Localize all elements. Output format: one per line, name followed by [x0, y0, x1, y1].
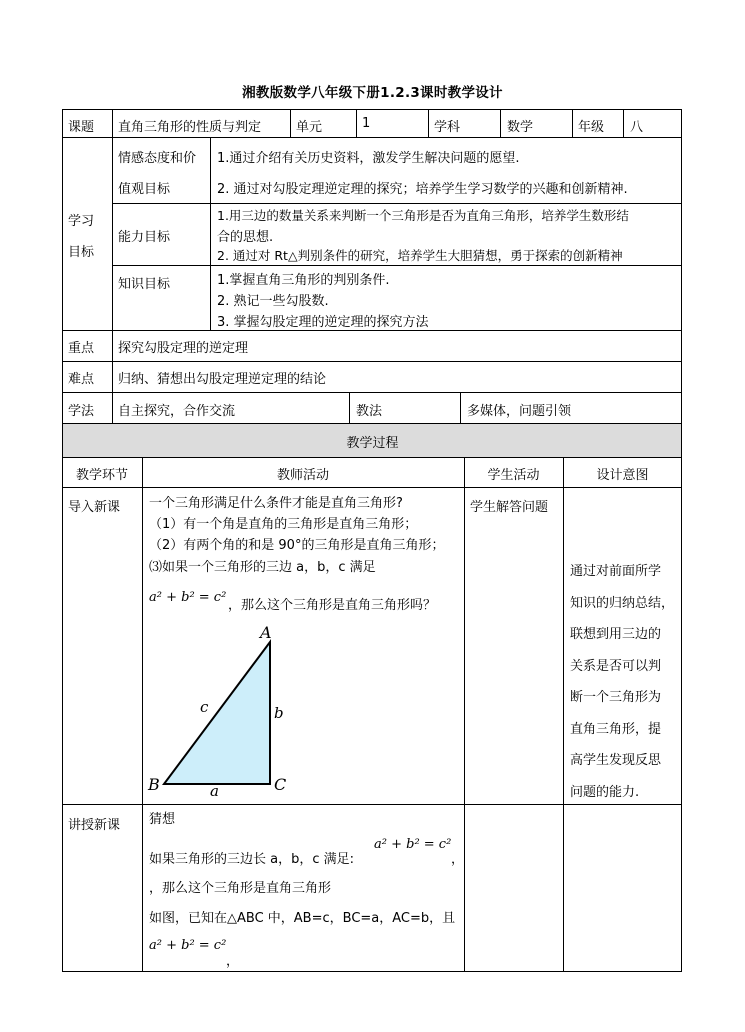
jiaofa-value: 多媒体，问题引领: [467, 404, 572, 419]
teach-formula: a² + b² = c²: [374, 837, 452, 852]
intent-line: 知识的归纳总结，: [570, 595, 675, 611]
keti-label: 课题: [68, 120, 95, 135]
teach-text: ，那么这个三角形是直角三角形: [149, 881, 332, 896]
teach-stage: 讲授新课: [68, 818, 121, 833]
objectives-hline: [112, 265, 682, 266]
objectives-group-label: 学习: [68, 214, 95, 229]
intent-line: 高学生发现反思: [570, 753, 662, 768]
process-col-header: 教学环节: [75, 468, 128, 483]
process-col-header: 教师活动: [276, 468, 329, 483]
intro-formula-tail: ，那么这个三角形是直角三角形吗？: [228, 598, 437, 613]
header-divider: [500, 109, 501, 138]
ability-goal: 1.用三边的数量关系来判断一个三角形是否为直角三角形，培养学生数形结: [217, 208, 629, 223]
difficulty-value: 归纳、猜想出勾股定理逆定理的结论: [118, 372, 327, 387]
side-label-a: a: [210, 782, 219, 800]
intent-line: 关系是否可以判: [570, 658, 662, 674]
emotion-label: 值观目标: [118, 182, 171, 197]
xuefa-value: 自主探究，合作交流: [118, 404, 236, 419]
vertex-label-B: B: [148, 775, 160, 794]
knowledge-label: 知识目标: [118, 277, 171, 292]
side-label-b: b: [274, 704, 284, 722]
intro-student-activity: 学生解答问题: [470, 500, 549, 515]
document-title: 湘教版数学八年级下册1.2.3课时教学设计: [242, 85, 503, 101]
xueke-value: 数学: [507, 120, 534, 135]
key-point-value: 探究勾股定理的逆定理: [118, 341, 249, 356]
teach-formula: a² + b² = c²: [149, 938, 227, 953]
intro-item: （2）有两个角的和是 90°的三角形是直角三角形；: [149, 538, 445, 553]
ability-label: 能力目标: [118, 230, 171, 245]
methods-divider: [460, 393, 461, 424]
vertex-label-A: A: [260, 623, 272, 642]
intro-question: 一个三角形满足什么条件才能是直角三角形?: [149, 496, 403, 511]
teach-text: 如图，已知在△ABC 中，AB=c，BC=a，AC=b，且: [149, 911, 456, 926]
intro-intent: [570, 556, 680, 808]
nianji-label: 年级: [578, 120, 605, 135]
danyuan-label: 单元: [296, 120, 323, 135]
intent-line: 问题的能力.: [570, 784, 640, 800]
methods-divider: [349, 393, 350, 424]
header-divider: [623, 109, 624, 138]
side-label-c: c: [200, 698, 209, 716]
difficulty-divider: [112, 362, 113, 393]
keti-value: 直角三角形的性质与判定: [118, 120, 262, 135]
knowledge-goal: 1.掌握直角三角形的判别条件.: [217, 273, 390, 288]
intent-line: 断一个三角形为: [570, 690, 662, 705]
header-divider: [572, 109, 573, 138]
intent-line: 直角三角形，提: [570, 721, 662, 737]
right-triangle-figure: [146, 620, 306, 800]
vertex-label-C: C: [274, 775, 287, 794]
process-col-header: 设计意图: [596, 468, 649, 483]
process-col-header: 学生活动: [487, 468, 540, 483]
emotion-label: 情感态度和价: [118, 151, 197, 166]
objectives-group-label: 目标: [68, 245, 95, 260]
objectives-hline: [112, 203, 682, 204]
emotion-goal: 2. 通过对勾股定理逆定理的探究；培养学生学习数学的兴趣和创新精神.: [217, 182, 628, 197]
intro-stage: 导入新课: [68, 500, 121, 515]
header-divider: [112, 109, 113, 138]
process-heading: 教学过程: [346, 436, 399, 451]
nianji-value: 八: [630, 120, 644, 135]
teach-tail: ，: [226, 954, 240, 969]
difficulty-label: 难点: [68, 372, 95, 387]
objectives-divider: [112, 138, 113, 331]
key-point-label: 重点: [68, 341, 95, 356]
intro-formula: a² + b² = c²: [149, 590, 227, 605]
intent-line: 通过对前面所学: [570, 564, 662, 579]
intro-item: （1）有一个角是直角的三角形是直角三角形；: [149, 517, 418, 532]
ability-goal: 合的思想.: [217, 230, 274, 245]
header-divider: [356, 109, 357, 138]
intro-item: ⑶如果一个三角形的三边 a，b，c 满足: [149, 560, 376, 575]
triangle-shape: [164, 642, 270, 784]
jiaofa-label: 教法: [356, 404, 383, 419]
xueke-label: 学科: [434, 120, 461, 135]
danyuan-value: 1: [362, 116, 371, 131]
teach-conjecture: 猜想: [149, 812, 176, 827]
intent-line: 联想到用三边的: [570, 627, 662, 642]
objectives-divider: [210, 138, 211, 331]
methods-divider: [112, 393, 113, 424]
teach-text: 如果三角形的三边长 a，b，c 满足:: [149, 852, 355, 867]
header-divider: [290, 109, 291, 138]
knowledge-goal: 2. 熟记一些勾股数.: [217, 294, 329, 309]
key-point-divider: [112, 331, 113, 362]
ability-goal: 2. 通过对 Rt△判别条件的研究，培养学生大胆猜想，勇于探索的创新精神: [217, 248, 623, 263]
knowledge-goal: 3. 掌握勾股定理的逆定理的探究方法: [217, 315, 429, 330]
header-divider: [428, 109, 429, 138]
xuefa-label: 学法: [68, 404, 95, 419]
teach-comma: ，: [451, 852, 465, 867]
emotion-goal: 1.通过介绍有关历史资料，激发学生解决问题的愿望.: [217, 151, 520, 166]
